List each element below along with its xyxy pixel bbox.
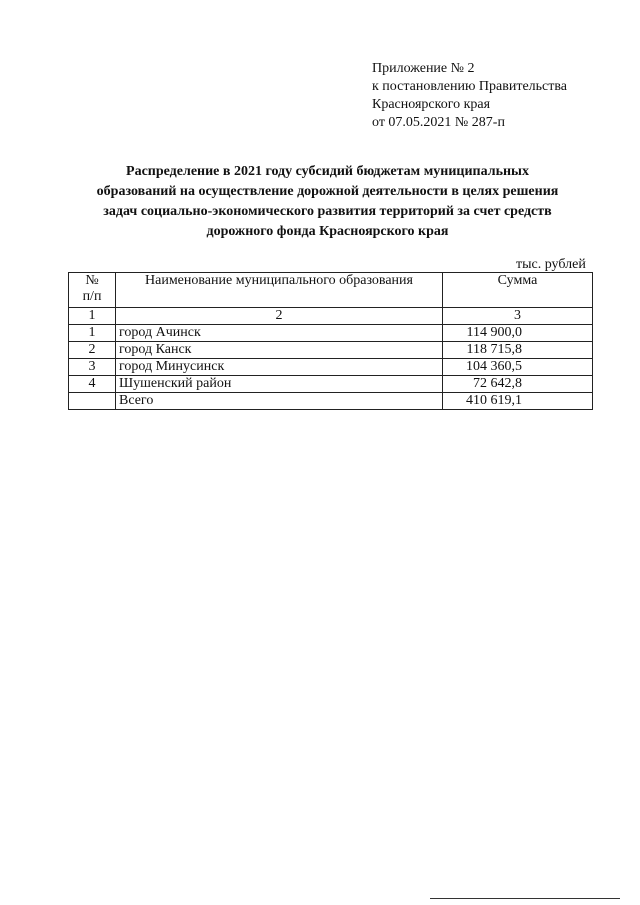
appendix-block [372, 60, 567, 132]
table-header-row [69, 273, 593, 308]
total-label: Всего [116, 393, 443, 410]
title-line: образований на осуществление дорожной деятельности в целях решения [96, 184, 559, 199]
appendix-line: от 07.05.2021 № 287-п [372, 115, 505, 130]
row-num: 2 [69, 342, 116, 359]
col-number: 3 [443, 308, 593, 325]
title-line: Распределение в 2021 году субсидий бюджетам муниципальных [126, 164, 529, 179]
appendix-line: Красноярского края [372, 97, 491, 112]
row-name: город Канск [116, 342, 443, 359]
table-row [69, 376, 593, 393]
table-row [69, 325, 593, 342]
row-num: 4 [69, 376, 116, 393]
title-line: задач социально-экономического развития территорий за счет средств [103, 204, 552, 219]
col-number: 2 [116, 308, 443, 325]
row-num: 3 [69, 359, 116, 376]
header-name: Наименование муниципального образования [116, 273, 443, 308]
total-row [69, 393, 593, 410]
row-sum: 104 360,5 [443, 359, 593, 376]
header-num-line: № [85, 273, 99, 288]
row-sum: 118 715,8 [443, 342, 593, 359]
column-number-row [69, 308, 593, 325]
subsidy-table [68, 272, 593, 410]
table-row [69, 342, 593, 359]
row-name: Шушенский район [116, 376, 443, 393]
title-line: дорожного фонда Красноярского края [206, 224, 449, 239]
document-title [60, 162, 595, 242]
row-name: город Минусинск [116, 359, 443, 376]
table-row [69, 359, 593, 376]
col-number: 1 [69, 308, 116, 325]
row-num: 1 [69, 325, 116, 342]
appendix-line: к постановлению Правительства [372, 79, 568, 94]
units-label: тыс. рублей [516, 257, 586, 272]
total-sum: 410 619,1 [443, 393, 593, 410]
row-sum: 72 642,8 [443, 376, 593, 393]
header-num-line: п/п [82, 289, 102, 304]
appendix-line: Приложение № 2 [372, 61, 475, 76]
row-name: город Ачинск [116, 325, 443, 342]
total-empty-cell [69, 393, 116, 410]
row-sum: 114 900,0 [443, 325, 593, 342]
header-sum: Сумма [443, 273, 593, 308]
page-edge-line [430, 898, 620, 899]
header-num [69, 273, 116, 308]
